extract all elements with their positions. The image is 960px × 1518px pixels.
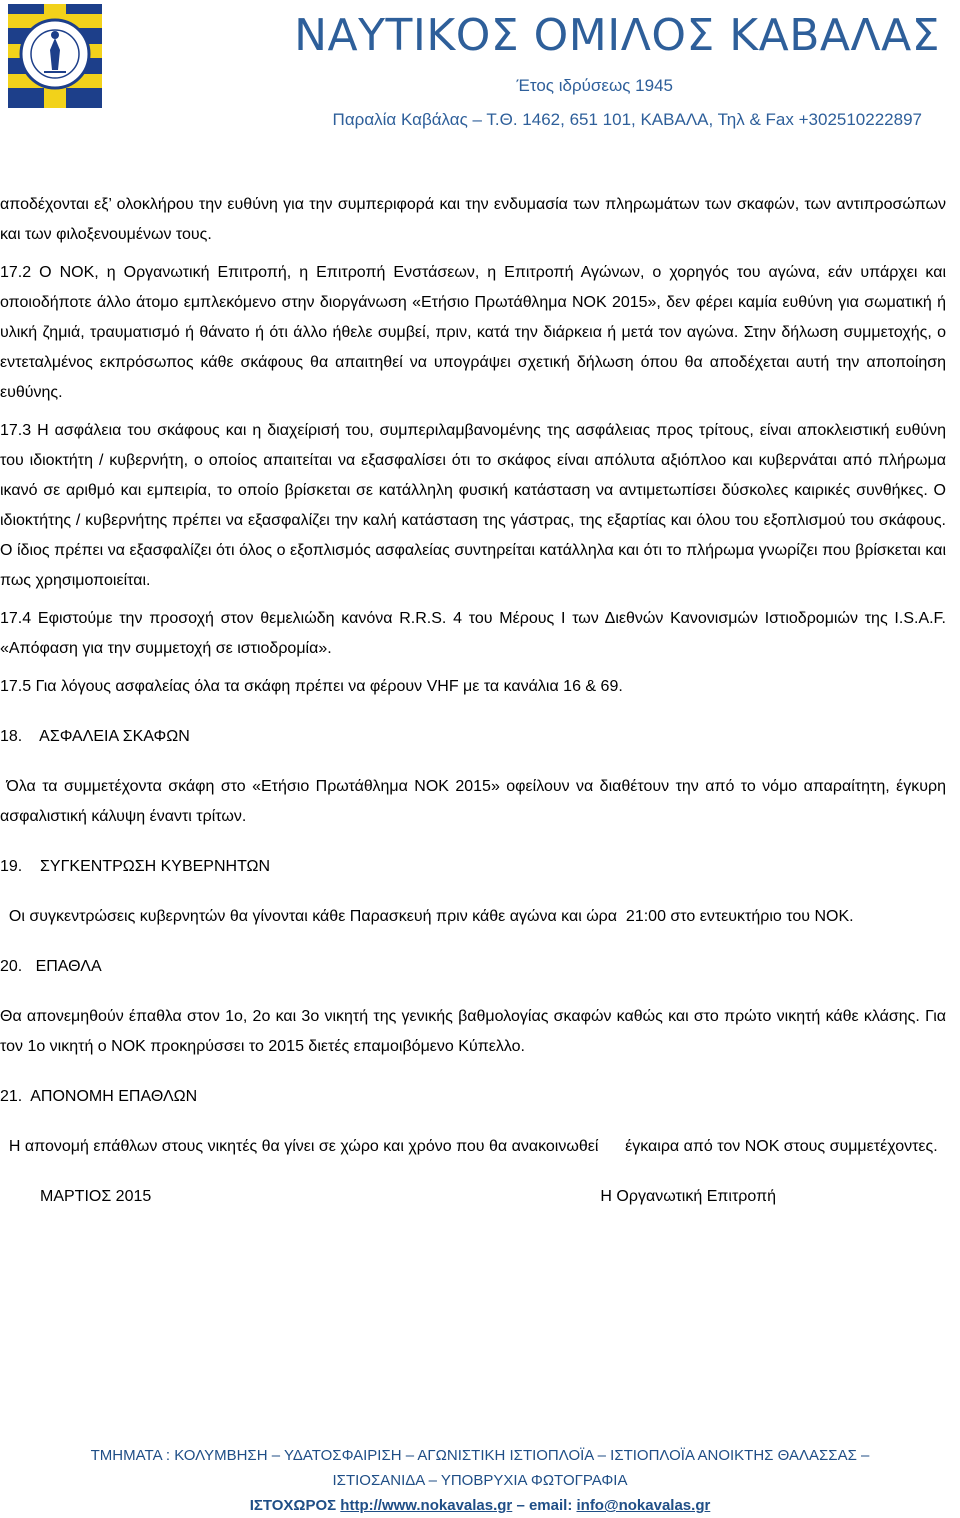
organization-title: ΝΑΥΤΙΚΟΣ ΟΜΙΛΟΣ ΚΑΒΑΛΑΣ — [294, 10, 940, 61]
paragraph-responsibility: αποδέχονται εξ’ ολοκλήρου την ευθύνη για την συμπεριφορά και την ενδυμασία των πληρωμάτων των σκαφών, των αντιπροσώπων και των φιλοξενουμένων τους. — [0, 196, 946, 243]
email-label: – email: — [512, 1497, 577, 1514]
paragraph-21: Η απονομή επάθλων στους νικητές θα γίνει σε χώρο και χρόνο που θα ανακοινωθεί έγκαιρα από τον ΝΟΚ στους συμμετέχοντες. — [0, 1138, 938, 1155]
document-body — [0, 190, 951, 1212]
email-link[interactable]: info@nokavalas.gr — [576, 1497, 711, 1514]
signature-block — [0, 1182, 946, 1212]
heading-20: 20. ΕΠΑΘΛΑ — [0, 958, 102, 975]
paragraph-20: Θα απονεμηθούν έπαθλα στον 1ο, 2ο και 3ο νικητή της γενικής βαθμολογίας σκαφών καθώς και στο πρώτο νικητή κάθε κλάσης. Για τον 1ο νικητή ο ΝΟΚ προκηρύσσει το 2015 διετές επαμοιβόμενο Κύπελλο. — [0, 1008, 946, 1055]
heading-18: 18. ΑΣΦΑΛΕΙΑ ΣΚΑΦΩΝ — [0, 728, 190, 745]
paragraph-17-5: 17.5 Για λόγους ασφαλείας όλα τα σκάφη πρέπει να φέρουν VHF με τα κανάλια 16 & 69. — [0, 678, 623, 695]
website-label: ΙΣΤΟΧΩΡΟΣ — [249, 1497, 341, 1514]
founded-year: Έτος ιδρύσεως 1945 — [516, 76, 673, 95]
letterhead — [0, 0, 960, 150]
club-logo — [8, 4, 102, 108]
footer-departments-line2: ΙΣΤΙΟΣΑΝΙΔΑ – ΥΠΟΒΡΥΧΙΑ ΦΩΤΟΓΡΑΦΙΑ — [332, 1472, 628, 1489]
paragraph-19: Οι συγκεντρώσεις κυβερνητών θα γίνονται κάθε Παρασκευή πριν κάθε αγώνα και ώρα 21:00 στο εντευκτήριο του ΝΟΚ. — [0, 908, 854, 925]
contact-address: Παραλία Καβάλας – Τ.Θ. 1462, 651 101, ΚΑΒΑΛΑ, Τηλ & Fax +302510222897 — [332, 110, 922, 129]
signature-committee: Η Οργανωτική Επιτροπή — [600, 1188, 776, 1205]
website-link[interactable]: http://www.nokavalas.gr — [340, 1497, 513, 1514]
footer-departments-line1: ΤΜΗΜΑΤΑ : ΚΟΛΥΜΒΗΣΗ – ΥΔΑΤΟΣΦΑΙΡΙΣΗ – ΑΓΩΝΙΣΤΙΚΗ ΙΣΤΙΟΠΛΟΪΑ – ΙΣΤΙΟΠΛΟΪΑ ΑΝΟΙΚΤΗΣ ΘΑΛΑΣΣΑΣ – — [90, 1447, 870, 1464]
paragraph-17-3: 17.3 Η ασφάλεια του σκάφους και η διαχείρισή του, συμπεριλαμβανομένης της ασφάλειας προς τρίτους, είναι αποκλειστική ευθύνη του ιδιοκτήτη / κυβερνήτη, ο οποίος απαιτείται να εξασφαλίσει ότι το σκάφος είναι απόλυτα αξιόπλοο και κυβερνάται από πλήρωμα ικανό σε αριθμό και εμπειρία, το οποίο βρίσκεται σε κατάλληλη φυσική κατάσταση να αντιμετωπίσει δύσκολες καιρικές συνθήκες. Ο ιδιοκτήτης / κυβερνήτης πρέπει να εξασφαλίζει την καλή κατάσταση της γάστρας, της εξαρτίας και όλου του εξοπλισμού του σκάφους. Ο ίδιος πρέπει να εξασφαλίζει ότι όλος ο εξοπλισμός ασφαλείας συντηρείται κατάλληλα και ότι το πλήρωμα γνωρίζει που βρίσκεται και πως χρησιμοποιείται. — [0, 422, 946, 589]
paragraph-17-2: 17.2 Ο ΝΟΚ, η Οργανωτική Επιτροπή, η Επιτροπή Ενστάσεων, η Επιτροπή Αγώνων, ο χορηγός του αγώνα, εάν υπάρχει και οποιοδήποτε άλλο άτομο εμπλεκόμενο στην διοργάνωση «Ετήσιο Πρωτάθλημα ΝΟΚ 2015», δεν φέρει καμία ευθύνη για σωματική ή υλική ζημιά, τραυματισμό ή θάνατο ή ότι άλλο ήθελε συμβεί, πριν, κατά την διάρκεια ή μετά τον αγώνα. Στην δήλωση συμμετοχής, ο εντεταλμένος εκπρόσωπος κάθε σκάφους θα απαιτηθεί να υπογράψει σχετική δήλωση όπου θα αποδέχεται αυτή την αποποίηση ευθύνης. — [0, 264, 946, 401]
paragraph-18: Όλα τα συμμετέχοντα σκάφη στο «Ετήσιο Πρωτάθλημα ΝΟΚ 2015» οφείλουν να διαθέτουν την από το νόμο απαραίτητη, έγκυρη ασφαλιστική κάλυψη έναντι τρίτων. — [0, 778, 951, 825]
heading-21: 21. ΑΠΟΝΟΜΗ ΕΠΑΘΛΩΝ — [0, 1088, 198, 1105]
page-footer — [0, 1443, 960, 1518]
paragraph-17-4: 17.4 Εφιστούμε την προσοχή στον θεμελιώδη κανόνα R.R.S. 4 του Μέρους I των Διεθνών Κανονισμών Ιστιοδρομιών της I.S.A.F. «Απόφαση για την συμμετοχή σε ιστιοδρομία». — [0, 610, 946, 657]
document-date: ΜΑΡΤΙΟΣ 2015 — [40, 1188, 152, 1205]
footer-contact — [0, 1493, 960, 1518]
heading-19: 19. ΣΥΓΚΕΝΤΡΩΣΗ ΚΥΒΕΡΝΗΤΩΝ — [0, 858, 271, 875]
